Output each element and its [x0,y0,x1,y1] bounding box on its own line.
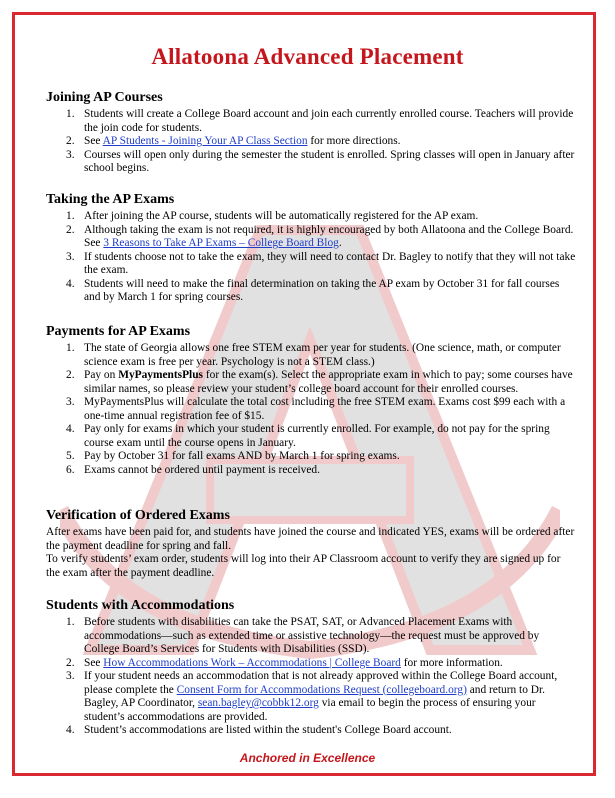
list-item: 5. Pay by October 31 for fall exams AND by March 1 for spring exams. [66,450,400,462]
section-accommodations [46,598,576,738]
section-verification [46,508,576,580]
list-item: 3. Courses will open only during the semester the student is enrolled. Spring classes will open in January after school begins. [66,148,575,174]
section-heading: Taking the AP Exams [46,192,175,207]
list-item: 2. Although taking the exam is not required, it is highly encouraged by both Allatoona and the College Board. See 3 Reasons to Take AP Exams – College Board Blog. [66,223,574,249]
consent-form-link[interactable]: Consent Form for Accommodations Request (collegeboard.org) [176,683,467,696]
list-item: 6. Exams cannot be ordered until payment is received. [66,463,320,476]
list-item: 1. Students will create a College Board account and join each currently enrolled course. Teachers will provide the join code for students. [66,108,574,134]
list-item: 4. Students will need to make the final determination on taking the AP exam by October 31 for fall courses and by March 1 for spring courses. [66,277,560,303]
list-item: 4. Student’s accommodations are listed within the student's College Board account. [66,724,452,736]
list-item: 2. See How Accommodations Work – Accommodations | College Board for more information. [66,656,503,669]
accommodations-list [46,616,576,738]
page-title: Allatoona Advanced Placement [151,44,464,69]
section-heading: Joining AP Courses [46,90,163,105]
list-item: 4. Pay only for exams in which your student is currently enrolled. For example, do not pay for the spring course exam until the course opens in January. [66,423,550,449]
list-item: 3. MyPaymentsPlus will calculate the total cost including the free STEM exam. Exams cost $99 each with a one-time annual registration fee of $15. [66,396,566,422]
reasons-blog-link[interactable]: 3 Reasons to Take AP Exams – College Board Blog [103,237,339,249]
list-item: 1. The state of Georgia allows one free STEM exam per year for students. (One science, math, or computer science exam is free per year. Psychology is not a STEM class.) [66,342,561,368]
ap-joining-link[interactable]: AP Students - Joining Your AP Class Section [102,135,308,147]
list-item: 2. Pay on MyPaymentsPlus for the exam(s). Select the appropriate exam in which to pay; some courses have similar names, so please review your student’s college board account for their enrolled courses. [66,369,573,395]
list-item: 1. After joining the AP course, students will be automatically registered for the AP exam. [66,210,479,222]
exams-list [46,210,576,305]
list-item: 3. If students choose not to take the exam, they will need to contact Dr. Bagley to notify that they will not take the exam. [66,250,576,276]
section-joining [46,90,576,176]
list-item: 2. See AP Students - Joining Your AP Class Section for more directions. [66,135,401,147]
list-item: 1. Before students with disabilities can take the PSAT, SAT, or Advanced Placement Exams with accommodations—such as extended time or assistive technology—the request must be approved by College Board’s Services for Students with Disabilities (SSD). [66,616,540,655]
verification-paragraph: To verify students’ exam order, students will log into their AP Classroom account to verify they are signed up for the exam after the payment deadline. [46,553,561,579]
coordinator-email-link[interactable]: sean.bagley@cobbk12.org [197,697,319,709]
section-heading: Verification of Ordered Exams [46,508,230,523]
section-payments [46,324,576,477]
joining-list [46,108,576,176]
section-heading: Payments for AP Exams [46,324,191,339]
list-item: 3. If your student needs an accommodation that is not already approved within the College Board account, please complete the Consent Form for Accommodations Request (collegeboard.org) and return to Dr. Bagley, AP Coordinator, sean.bagley@cobbk12.org via email to begin the process of ensuring your student’s accommodations are provided. [66,670,558,723]
verification-paragraph: After exams have been paid for, and students have joined the course and indicated YES, exams will be ordered after the payment deadline for spring and fall. [46,526,575,552]
section-heading: Students with Accommodations [46,598,235,613]
accommodations-info-link[interactable]: How Accommodations Work – Accommodations | College Board [103,656,401,669]
section-exams [46,192,576,305]
payments-list [46,342,576,477]
tagline: Anchored in Excellence [239,751,376,765]
